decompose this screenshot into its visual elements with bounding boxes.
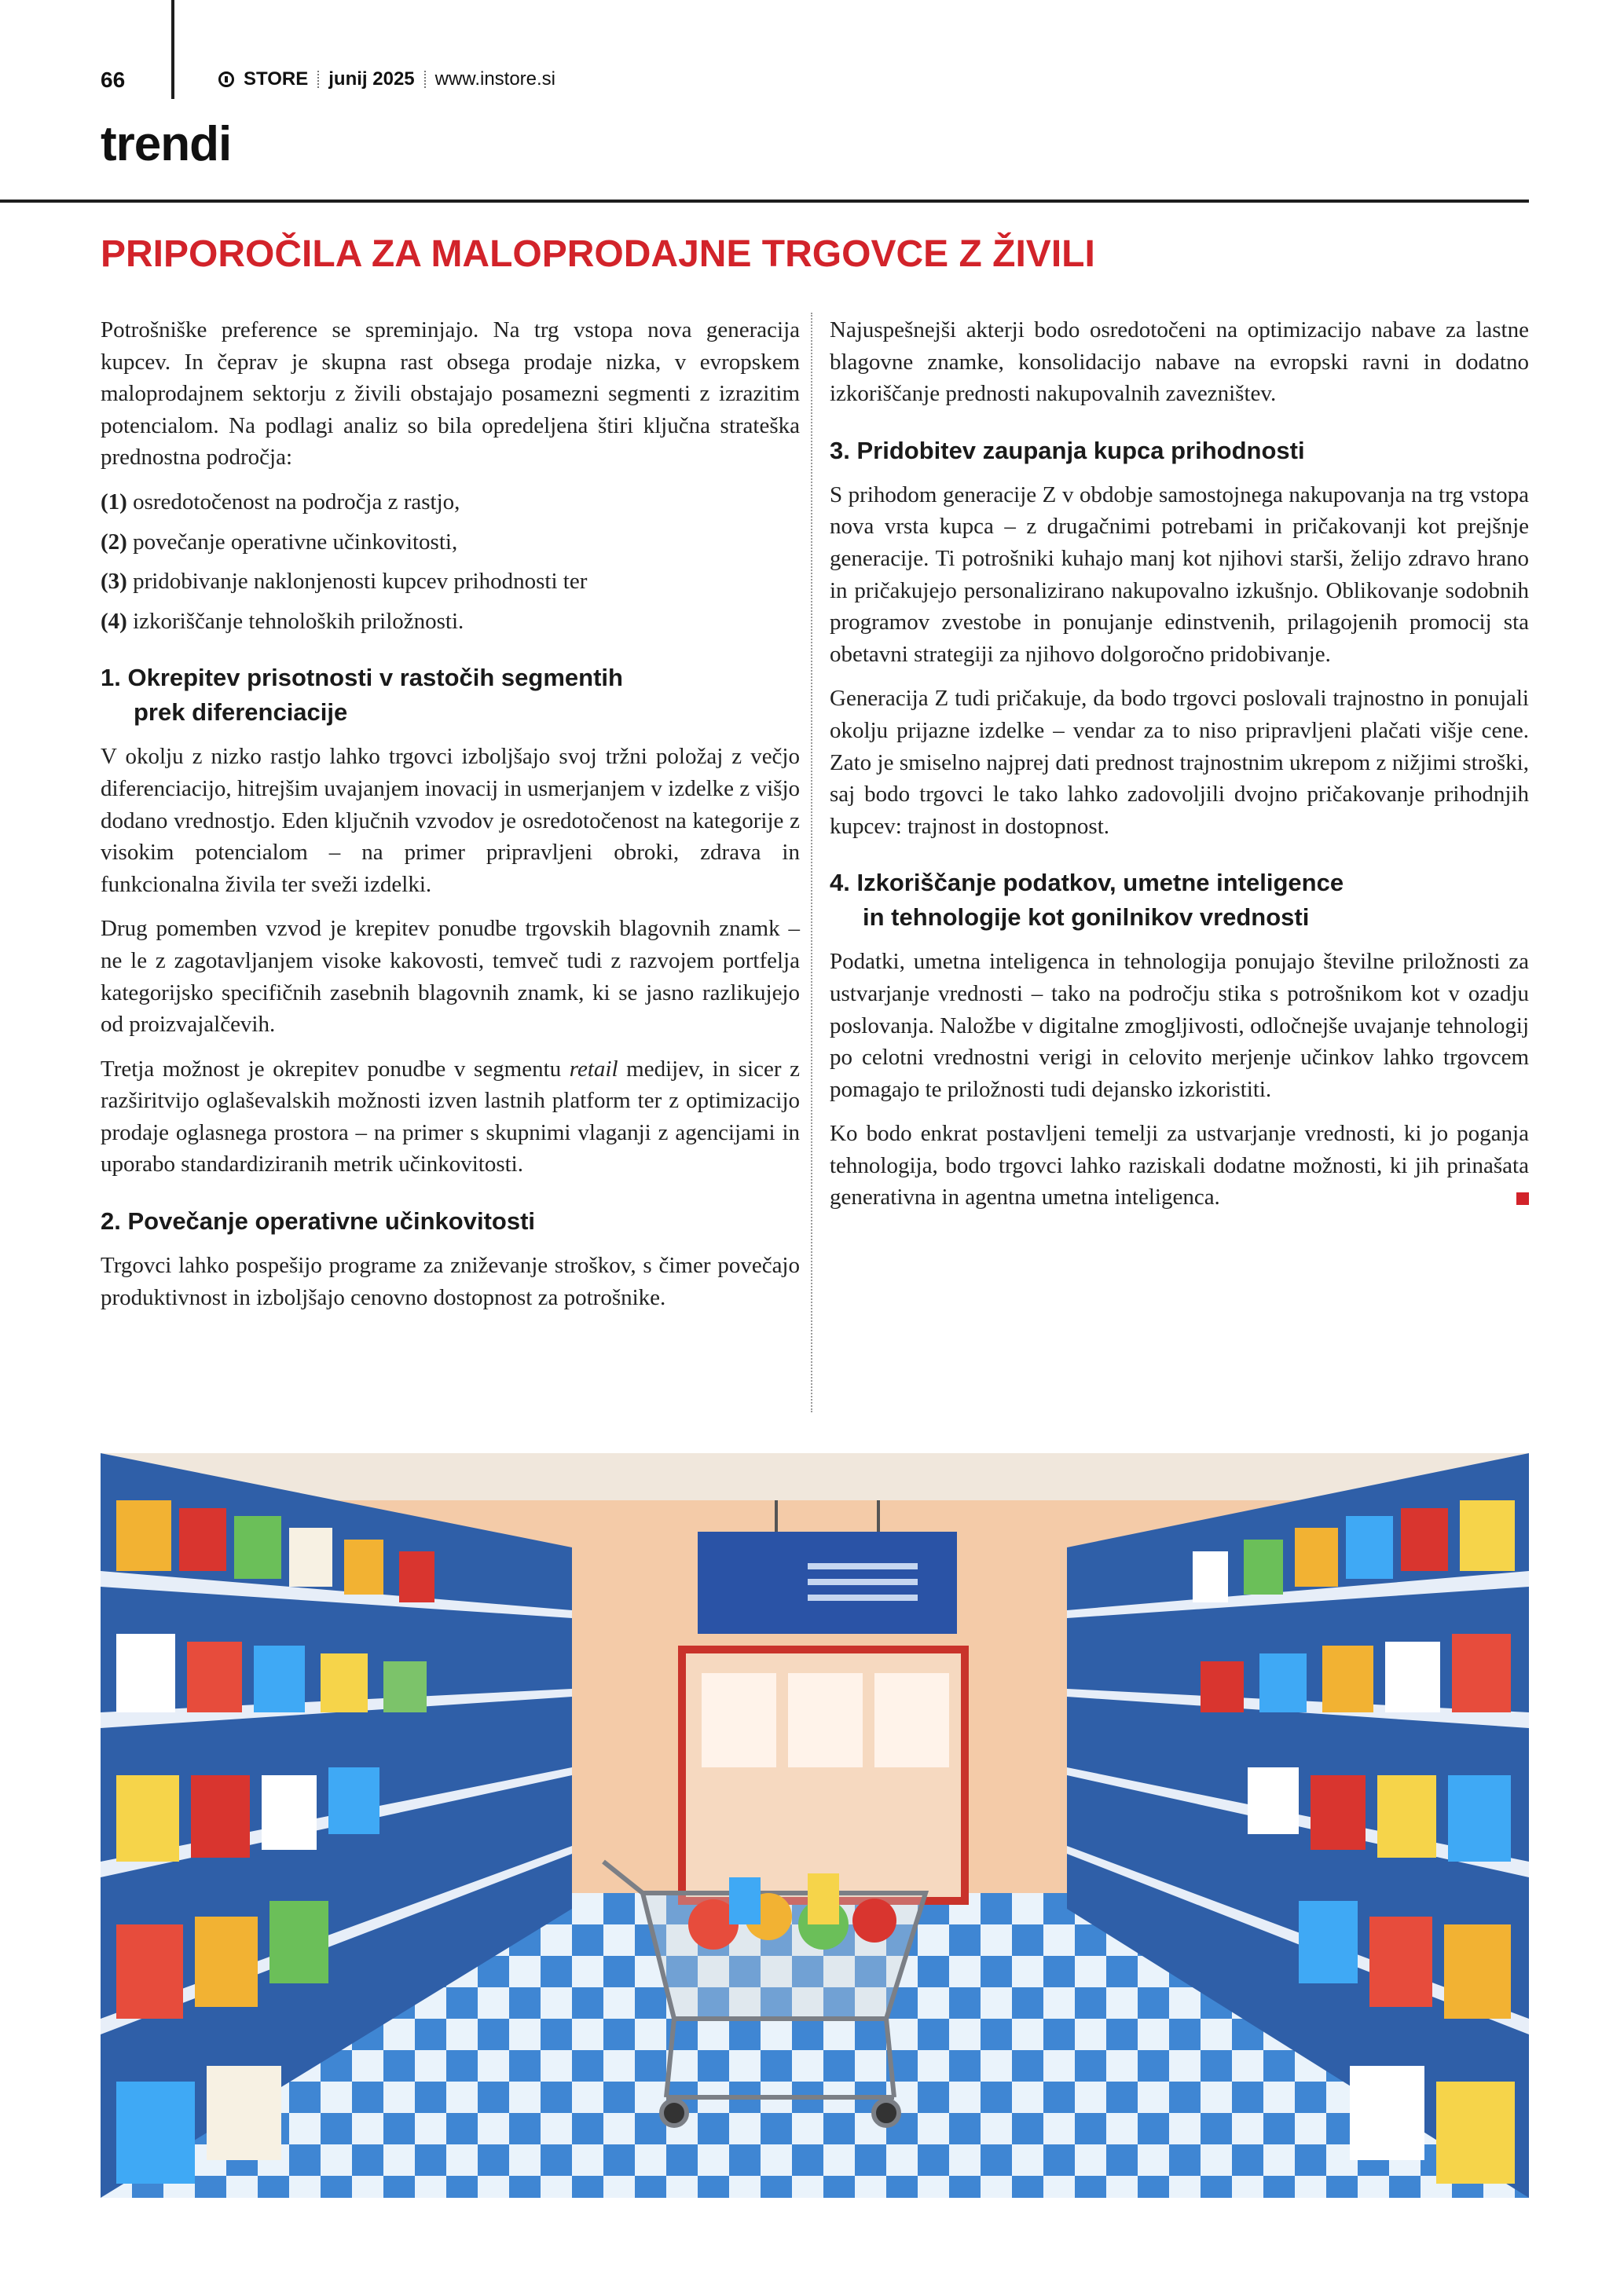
website-link[interactable]: www.instore.si xyxy=(434,68,556,90)
section-3-paragraph: S prihodom generacije Z v obdobje samostojnega nakupovanja na trg vstopa nova vrsta kupca – z drugačnimi potrebami in pričakovanji kot prejšnje generacije. Ti potrošniki kuhajo manj kot njihovi starši, želijo zdravo hrano in pričakujejo personalizirano nakupovalno izkušnjo. Oblikovanje sodobnih programov zvestobe in ponujanje edinstvenih, prilagojenih promocij sta obetavni strategiji za njihovo dolgoročno pridobivanje. xyxy=(830,482,1529,667)
section-3-heading: 3. Pridobitev zaupanja kupca prihodnosti xyxy=(830,436,1305,464)
section-4-paragraph: Podatki, umetna inteligenca in tehnologija ponujajo številne priložnosti za ustvarjanje vrednosti – tako na področju stika s potrošnikom kot v ozadju poslovanja. Naložbe v digitalne zmogljivosti, odločnejše uvajanje tehnologij po celotni vrednostni verigi in celovito merjenje učinkov lahko trgovcem pomagajo te priložnosti tudi dejansko izkoristiti. xyxy=(830,949,1529,1102)
aisle-sign-line xyxy=(808,1579,918,1585)
section-1-heading: 1. Okrepitev prisotnosti v rastočih segmentih prek diferenciacije xyxy=(101,664,623,727)
header-separator xyxy=(424,71,426,88)
column-separator xyxy=(811,313,812,1412)
list-item: (4) izkoriščanje tehnoloških priložnosti. xyxy=(101,608,464,634)
section-4-heading: 4. Izkoriščanje podatkov, umetne inteligence in tehnologije kot gonilnikov vrednosti xyxy=(830,869,1344,932)
section-label: trendi xyxy=(101,117,232,171)
priority-list xyxy=(101,486,800,637)
intro-paragraph: Potrošniške preference se spreminjajo. Na trg vstopa nova generacija kupcev. In čeprav je skupna rast obsega prodaje nizka, v evropskem maloprodajnem sektorju z živili obstajajo posamezni segmenti z izrazitim potencialom. Na podlagi analiz so bila opredeljena štiri ključna strateška prednostna področja: xyxy=(101,317,800,471)
list-item: (3) pridobivanje naklonjenosti kupcev prihodnosti ter xyxy=(101,569,588,595)
aisle-sign-line xyxy=(808,1563,918,1569)
door-pane xyxy=(788,1673,863,1767)
section-1-paragraph: V okolju z nizko rastjo lahko trgovci izboljšajo svoj tržni položaj z večjo diferenciacijo, hitrejšim uvajanjem inovacij in usmerjanjem v izdelke z višjo dodano vrednostjo. Eden ključnih vzvodov je osredotočenost na kategorije z visokim potencialom – na primer pripravljeni obroki, zdrava in funkcionalna živila ter sveži izdelki. xyxy=(101,744,800,897)
door-pane xyxy=(874,1673,949,1767)
section-3-paragraph: Generacija Z tudi pričakuje, da bodo trgovci poslovali trajnostno in ponujali okolju prijazne izdelke – vendar za to niso pripravljeni plačati višje cene. Zato je smiselno najprej dati prednost trajnostnim ukrepom z nižjimi stroški, saj bodo trgovci le tako lahko zadovoljili dvojno pričakovanje prihodnjih kupcev: trajnost in dostopnost. xyxy=(830,686,1529,839)
article-title: PRIPOROČILA ZA MALOPRODAJNE TRGOVCE Z ŽIVILI xyxy=(101,233,1095,275)
supermarket-aisle-illustration xyxy=(101,1453,1529,2198)
page-number: 66 xyxy=(101,68,126,92)
header-rule xyxy=(0,200,1529,203)
section-1-paragraph: Tretja možnost je okrepitev ponudbe v segmentu retail medijev, in sicer z razširitvijo oglaševalskih možnosti izven lastnih platform ter z optimizacijo prodaje oglasnega prostora – na primer s skupnimi vlaganji z agencijami in uporabo standardiziranih metrik učinkovitosti. xyxy=(101,1056,800,1177)
issue-date: junij 2025 xyxy=(328,68,415,90)
list-item: (1) osredotočenost na področja z rastjo, xyxy=(101,489,460,514)
end-of-article-mark xyxy=(1516,1192,1529,1205)
section-1-paragraph: Drug pomemben vzvod je krepitev ponudbe trgovskih blagovnih znamk – ne le z zagotavljanjem visoke kakovosti, temveč tudi z razvojem portfelja kategorijsko specifičnih zasebnih blagovnih znamk, ki se jasno razlikujejo od proizvajalčevih. xyxy=(101,916,800,1038)
header-meta xyxy=(218,68,555,90)
section-2-paragraph: Najuspešnejši akterji bodo osredotočeni na optimizacijo nabave za lastne blagovne znamke, konsolidacijo nabave na evropski ravni in dodatno izkoriščanje prednosti nakupovalnih zavezništev. xyxy=(830,317,1529,407)
list-item: (2) povečanje operativne učinkovitosti, xyxy=(101,529,458,555)
door-pane xyxy=(702,1673,776,1767)
aisle-sign-line xyxy=(808,1595,918,1601)
ceiling xyxy=(101,1453,1529,1500)
section-2-heading: 2. Povečanje operativne učinkovitosti xyxy=(101,1207,536,1236)
section-2-paragraph: Trgovci lahko pospešijo programe za zniževanje stroškov, s čimer povečajo produktivnost in izboljšajo cenovno dostopnost za potrošnike. xyxy=(101,1253,800,1310)
magazine-name: STORE xyxy=(244,68,309,90)
header-separator xyxy=(317,71,319,88)
right-column xyxy=(830,314,1529,1226)
left-column xyxy=(101,314,800,1326)
store-logo-icon xyxy=(218,71,234,87)
header-divider xyxy=(171,0,174,99)
section-4-paragraph: Ko bodo enkrat postavljeni temelji za ustvarjanje vrednosti, ki jo poganja tehnologija, bodo trgovci lahko raziskali dodatne možnosti, ki jih prinašata generativna in agentna umetna inteligenca. xyxy=(830,1121,1529,1210)
